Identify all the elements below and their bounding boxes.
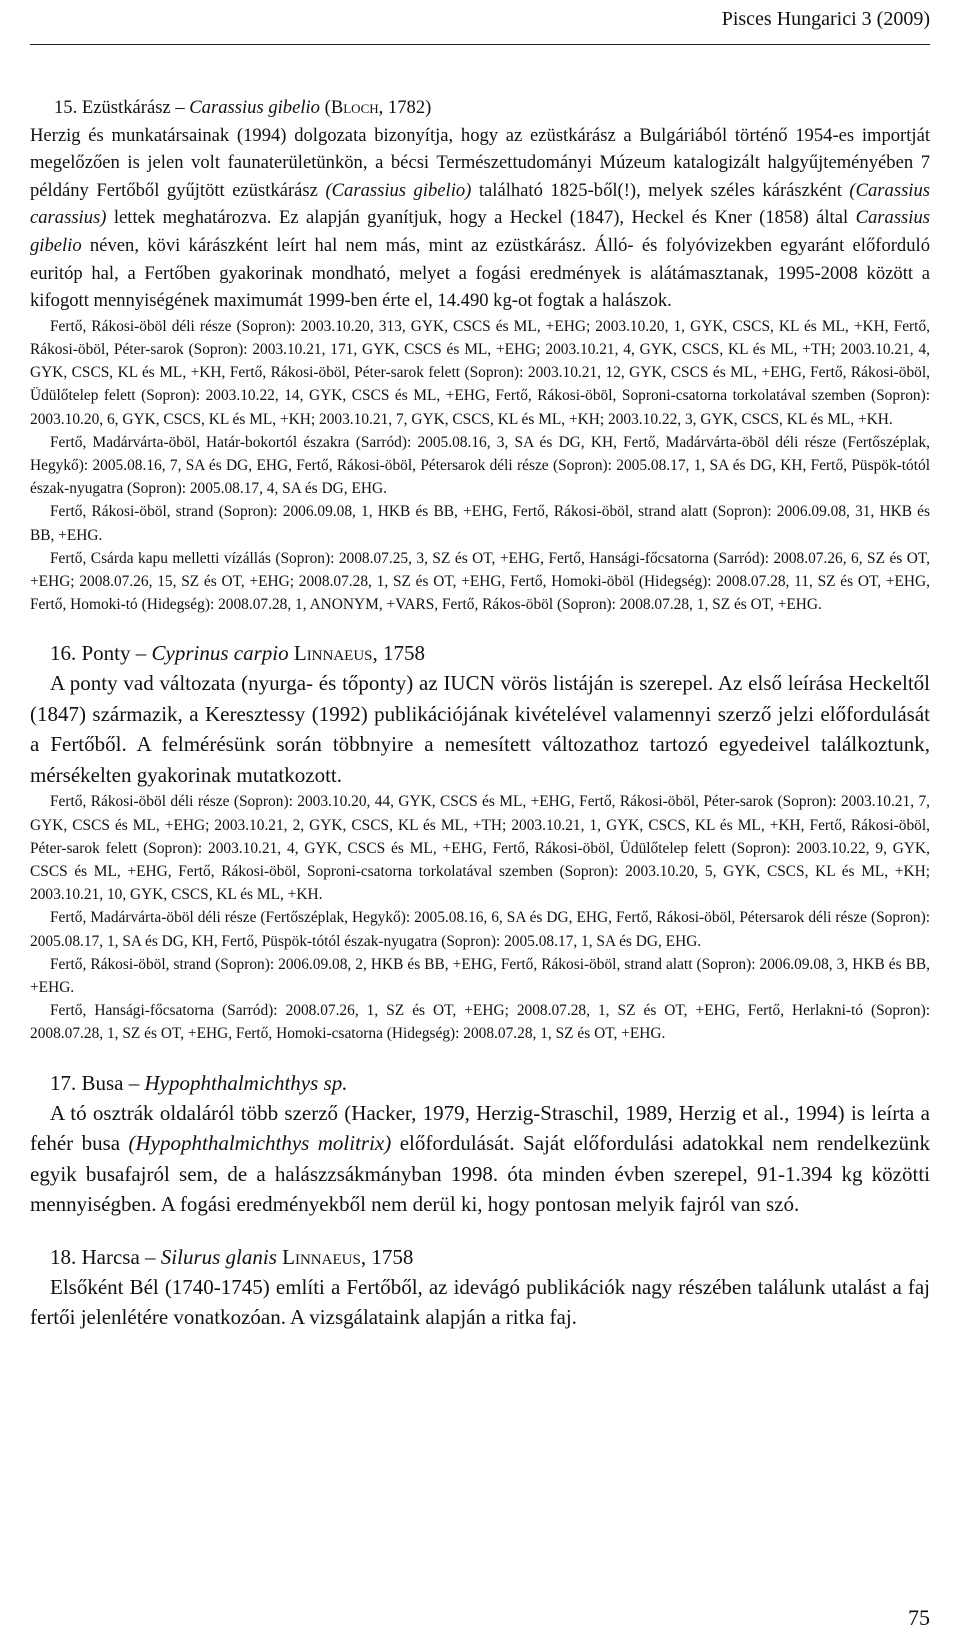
scientific-name: Carassius gibelio — [189, 97, 320, 118]
section-17 — [30, 1068, 930, 1220]
record-paragraph: Fertő, Rákosi-öböl, strand (Sopron): 2006.09.08, 1, HKB és BB, +EHG, Fertő, Rákosi-öböl, strand alatt (Sopron): 2006.09.08, 31, HKB és BB, +EHG. — [30, 503, 930, 544]
section-18 — [30, 1242, 930, 1333]
author-suffix: , 1758 — [372, 641, 426, 666]
section-16-heading — [30, 638, 930, 668]
heading-number: 15. Ezüstkárász – — [54, 97, 190, 118]
author-prefix: L — [288, 641, 307, 666]
text-run-italic: (Hypophthalmichthys molitrix) — [128, 1131, 392, 1156]
heading-number: 16. Ponty – — [50, 641, 152, 666]
text-run-italic: (Carassius carassius) — [30, 179, 931, 229]
section-18-heading — [30, 1242, 930, 1272]
section-18-paragraph — [30, 1272, 930, 1333]
heading-number: 18. Harcsa – — [50, 1244, 161, 1269]
author-smallcaps: innaeus — [294, 1244, 361, 1269]
heading-number: 17. Busa – — [50, 1070, 145, 1095]
page-number: 75 — [908, 1605, 930, 1630]
author-suffix: , 1782) — [378, 97, 432, 118]
text-run: néven, kövi kárászként leírt hal nem más, mint az ezüstkárász. Álló- és folyóvizekben egyaránt előforduló euritóp hal, a Fertőben gyakorinak mondható, melyet a fogási eredmények is alátámasztanak, 1995-2008 között a kifogott mennyiségének maximumát 1999-ben érte el, 14.490 kg-ot fogtak a halászok. — [30, 234, 930, 312]
section-15-heading — [30, 94, 930, 122]
section-15 — [30, 94, 930, 616]
record-paragraph: Fertő, Rákosi-öböl déli része (Sopron): 2003.10.20, 44, GYK, CSCS és ML, +EHG, Fertő, Rákosi-öböl, Péter-sarok (Sopron): 2003.10.21, 7, GYK, CSCS és ML, +EHG; 2003.10.21, 2, GYK, CSCS, KL és ML, +TH; 2003.10.21, 1, GYK, CSCS, KL és ML, +KH, Fertő, Rákosi-öböl, Péter-sarok felett (Sopron): 2003.10.21, 4, GYK, CSCS és ML, +EHG, Fertő, Rákosi-öböl, Üdülőtelep felett (Sopron): 2003.10.22, 9, GYK, CSCS és ML, +EHG, Fertő, Rákosi-öböl, Soproni-csatorna torkolatával szemben (Sopron): 2003.10.20, 5, GYK, CSCS, KL és ML, +KH; 2003.10.21, 10, GYK, CSCS, KL és ML, +KH. — [30, 793, 930, 904]
author-smallcaps: innaeus — [306, 641, 373, 666]
section-17-heading — [30, 1068, 930, 1098]
record-paragraph: Fertő, Csárda kapu melletti vízállás (Sopron): 2008.07.25, 3, SZ és OT, +EHG, Fertő, Hansági-főcsatorna (Sarród): 2008.07.26, 6, SZ és OT, +EHG; 2008.07.26, 15, SZ és OT, +EHG; 2008.07.28, 1, SZ és OT, +EHG, Fertő, Homoki-öböl (Hidegség): 2008.07.28, 11, SZ és OT, +EHG, Fertő, Homoki-tó (Hidegség): 2008.07.28, 1, ANONYM, +VARS, Fertő, Rákos-öböl (Sopron): 2008.07.28, 1, SZ és OT, +EHG. — [30, 549, 930, 614]
scientific-name: Silurus glanis — [160, 1244, 277, 1269]
scientific-name: Cyprinus carpio — [151, 641, 289, 666]
section-17-paragraph — [30, 1098, 930, 1220]
scientific-name: Hypophthalmichthys sp. — [144, 1070, 348, 1095]
running-header: Pisces Hungarici 3 (2009) — [721, 8, 930, 30]
record-paragraph: Fertő, Hansági-főcsatorna (Sarród): 2008.07.26, 1, SZ és OT, +EHG; 2008.07.28, 1, SZ és OT, +EHG, Fertő, Herlakni-tó (Sopron): 2008.07.28, 1, SZ és OT, +EHG, Fertő, Homoki-csatorna (Hidegség): 2008.07.28, 1, SZ és OT, +EHG. — [30, 1002, 930, 1043]
text-run: A tó osztrák oldaláról több szerző (Hacker, 1979, Herzig-Straschil, 1989, Herzig et al., 1994) is leírta a fehér busa — [30, 1100, 930, 1156]
text-run-italic: (Carassius gibelio) — [325, 179, 472, 201]
record-paragraph: Fertő, Madárvárta-öböl déli része (Fertőszéplak, Hegykő): 2005.08.16, 6, SA és DG, EHG, Fertő, Rákosi-öböl, Pétersarok déli része (Sopron): 2005.08.17, 1, SA és DG, KH, Fertő, Püspök-tótól észak-nyugatra (Sopron): 2005.08.17, 1, SA és DG, EHG. — [30, 909, 930, 950]
text-run: Herzig és munkatársainak (1994) dolgozata bizonyítja, hogy az ezüstkárász a Bulgáriából történő 1954-es importját megelőzően is jelen volt faunaterületünkön, a bécsi Természettudományi Múzeum katalogizált halgyűjteményében 7 példány Fertőből gyűjtött ezüstkárász — [30, 124, 930, 201]
text-run: előfordulását. Saját előfordulási adatokkal nem rendelkezünk egyik busafajról sem, de a halászzsákmányban 1998. óta minden évben szerepel, 91-1.394 kg közötti mennyiségben. A fogási eredményekből nem derül ki, hogy pontosan melyik fajról van szó. — [30, 1131, 930, 1217]
author-smallcaps: loch — [343, 97, 379, 118]
text-run: lettek meghatározva. Ez alapján gyanítjuk, hogy a Heckel (1847), Heckel és Kner (1858) által — [106, 207, 856, 229]
author-suffix: , 1758 — [360, 1244, 414, 1269]
section-15-paragraph — [30, 122, 930, 315]
record-paragraph: Fertő, Rákosi-öböl déli része (Sopron): 2003.10.20, 313, GYK, CSCS és ML, +EHG; 2003.10.20, 1, GYK, CSCS, KL és ML, +KH, Fertő, Rákosi-öböl, Péter-sarok (Sopron): 2003.10.21, 171, GYK, CSCS és ML, +EHG; 2003.10.21, 4, GYK, CSCS, KL és ML, +TH; 2003.10.21, 4, GYK, CSCS, KL és ML, +KH, Fertő, Rákosi-öböl, Péter-sarok felett (Sopron): 2003.10.21, 12, GYK, CSCS és ML, +EHG, Fertő, Rákosi-öböl, Üdülőtelep felett (Sopron): 2003.10.22, 14, GYK, CSCS és ML, +EHG, Fertő, Rákosi-öböl, Soproni-csatorna torkolatával szemben (Sopron): 2003.10.20, 6, GYK, CSCS, KL és ML, +KH; 2003.10.21, 7, GYK, CSCS, KL és ML, +KH; 2003.10.22, 3, GYK, CSCS, KL és ML, +KH. — [30, 317, 930, 428]
record-paragraph: Fertő, Rákosi-öböl, strand (Sopron): 2006.09.08, 2, HKB és BB, +EHG, Fertő, Rákosi-öböl, strand alatt (Sopron): 2006.09.08, 3, HKB és BB, +EHG. — [30, 955, 930, 997]
text-run: A ponty vad változata (nyurga- és tőponty) az IUCN vörös listáján is szerepel. Az első leírása Heckeltől (1847) származik, a Keresztessy (1992) publikációjának kivételével valamennyi szerző jelzi előfordulását a Fertőből. A felmérésünk során többnyire a nemesített változathoz tartozó egyedeivel találkoztunk, mérsékelten gyakorinak mutatkozott. — [30, 671, 930, 787]
record-paragraph: Fertő, Madárvárta-öböl, Határ-bokortól északra (Sarród): 2005.08.16, 3, SA és DG, KH, Fertő, Madárvárta-öböl déli része (Fertőszéplak, Hegykő): 2005.08.16, 7, SA és DG, EHG, Fertő, Rákosi-öböl, Pétersarok déli része (Sopron): 2005.08.17, 1, SA és DG, KH, Fertő, Püspök-tótól észak-nyugatra (Sopron): 2005.08.17, 4, SA és DG, EHG. — [30, 433, 930, 498]
text-run-italic: Carassius gibelio — [30, 207, 930, 256]
text-run: található 1825-ből(!), melyek széles kárászként — [471, 179, 850, 201]
section-16-paragraph — [30, 668, 930, 790]
author-prefix: (B — [319, 97, 344, 118]
header-rule — [30, 44, 930, 45]
author-prefix: L — [276, 1244, 295, 1269]
section-16 — [30, 638, 930, 1045]
text-run: Elsőként Bél (1740-1745) említi a Fertőből, az idevágó publikációk nagy részében találunk utalást a faj fertői jelenlétére vonatkozóan. A vizsgálataink alapján a ritka faj. — [30, 1274, 930, 1330]
